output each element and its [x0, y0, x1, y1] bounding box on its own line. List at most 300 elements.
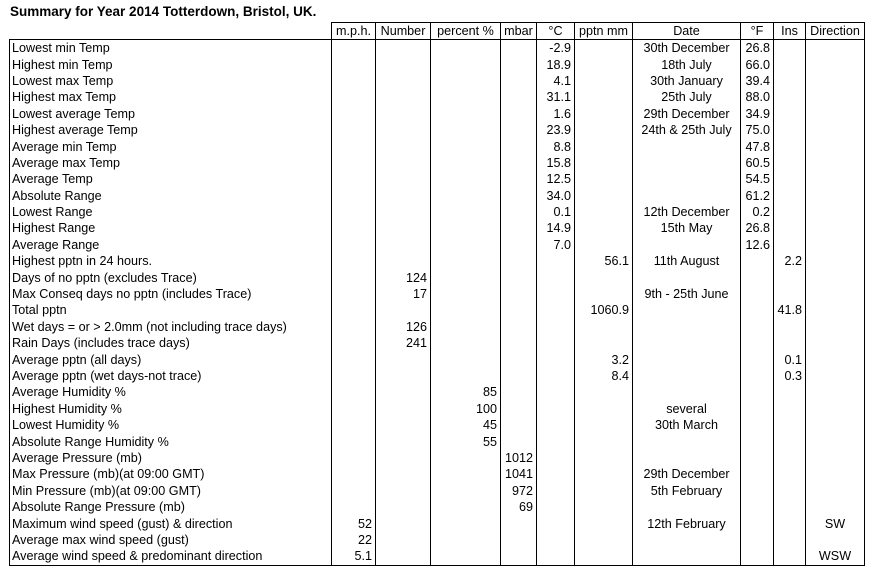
row-label: Highest pptn in 24 hours.	[10, 253, 332, 269]
pptn-mm-cell	[575, 286, 633, 302]
ins-cell: 41.8	[774, 302, 806, 318]
date-cell	[633, 351, 741, 367]
percent-cell	[431, 188, 501, 204]
mbar-cell	[501, 269, 537, 285]
row-label: Average pptn (wet days-not trace)	[10, 368, 332, 384]
mbar-cell	[501, 204, 537, 220]
mph-cell	[332, 417, 376, 433]
table-row	[10, 466, 865, 482]
header-percent: percent %	[431, 23, 501, 40]
number-cell: 241	[376, 335, 431, 351]
mbar-cell	[501, 106, 537, 122]
ins-cell	[774, 155, 806, 171]
celsius-cell: 12.5	[537, 171, 575, 187]
ins-cell	[774, 122, 806, 138]
pptn-mm-cell	[575, 40, 633, 57]
mbar-cell: 1041	[501, 466, 537, 482]
mbar-cell: 1012	[501, 450, 537, 466]
celsius-cell: 23.9	[537, 122, 575, 138]
number-cell	[376, 483, 431, 499]
date-cell: 12th February	[633, 515, 741, 531]
mbar-cell	[501, 433, 537, 449]
row-label: Average min Temp	[10, 138, 332, 154]
percent-cell	[431, 106, 501, 122]
percent-cell	[431, 204, 501, 220]
date-cell: 9th - 25th June	[633, 286, 741, 302]
ins-cell	[774, 204, 806, 220]
celsius-cell	[537, 532, 575, 548]
direction-cell	[806, 319, 865, 335]
date-cell	[633, 171, 741, 187]
row-label: Highest min Temp	[10, 56, 332, 72]
percent-cell	[431, 155, 501, 171]
mbar-cell	[501, 89, 537, 105]
mph-cell: 5.1	[332, 548, 376, 565]
table-row	[10, 171, 865, 187]
date-cell: 5th February	[633, 483, 741, 499]
number-cell	[376, 499, 431, 515]
date-cell	[633, 319, 741, 335]
mph-cell	[332, 319, 376, 335]
ins-cell: 0.1	[774, 351, 806, 367]
pptn-mm-cell	[575, 515, 633, 531]
fahrenheit-cell	[741, 433, 774, 449]
mph-cell	[332, 155, 376, 171]
number-cell: 124	[376, 269, 431, 285]
row-label: Highest Humidity %	[10, 401, 332, 417]
date-cell: 11th August	[633, 253, 741, 269]
celsius-cell: 14.9	[537, 220, 575, 236]
mbar-cell	[501, 368, 537, 384]
percent-cell	[431, 515, 501, 531]
celsius-cell	[537, 433, 575, 449]
celsius-cell	[537, 253, 575, 269]
percent-cell	[431, 122, 501, 138]
mph-cell	[332, 368, 376, 384]
row-label: Wet days = or > 2.0mm (not including trace days)	[10, 319, 332, 335]
fahrenheit-cell: 66.0	[741, 56, 774, 72]
percent-cell	[431, 532, 501, 548]
percent-cell	[431, 220, 501, 236]
direction-cell	[806, 155, 865, 171]
fahrenheit-cell: 12.6	[741, 237, 774, 253]
table-row	[10, 106, 865, 122]
mph-cell	[332, 89, 376, 105]
ins-cell	[774, 401, 806, 417]
pptn-mm-cell	[575, 450, 633, 466]
header-direction: Direction	[806, 23, 865, 40]
table-row	[10, 73, 865, 89]
percent-cell	[431, 450, 501, 466]
mbar-cell	[501, 220, 537, 236]
table-row	[10, 56, 865, 72]
table-row	[10, 401, 865, 417]
header-mph: m.p.h.	[332, 23, 376, 40]
fahrenheit-cell: 61.2	[741, 188, 774, 204]
number-cell	[376, 106, 431, 122]
mph-cell	[332, 56, 376, 72]
mbar-cell	[501, 155, 537, 171]
pptn-mm-cell	[575, 237, 633, 253]
table-row	[10, 138, 865, 154]
pptn-mm-cell	[575, 204, 633, 220]
fahrenheit-cell	[741, 302, 774, 318]
table-row	[10, 89, 865, 105]
percent-cell	[431, 89, 501, 105]
mbar-cell	[501, 548, 537, 565]
number-cell: 126	[376, 319, 431, 335]
ins-cell	[774, 286, 806, 302]
pptn-mm-cell	[575, 106, 633, 122]
direction-cell	[806, 122, 865, 138]
row-label: Absolute Range Pressure (mb)	[10, 499, 332, 515]
number-cell	[376, 384, 431, 400]
celsius-cell	[537, 302, 575, 318]
ins-cell	[774, 466, 806, 482]
number-cell	[376, 155, 431, 171]
mbar-cell	[501, 319, 537, 335]
pptn-mm-cell	[575, 532, 633, 548]
fahrenheit-cell	[741, 319, 774, 335]
date-cell	[633, 548, 741, 565]
date-cell	[633, 269, 741, 285]
percent-cell	[431, 237, 501, 253]
direction-cell	[806, 401, 865, 417]
percent-cell	[431, 286, 501, 302]
date-cell	[633, 335, 741, 351]
fahrenheit-cell	[741, 384, 774, 400]
table-row	[10, 253, 865, 269]
mbar-cell	[501, 286, 537, 302]
date-cell: 29th December	[633, 106, 741, 122]
header-fahrenheit: °F	[741, 23, 774, 40]
percent-cell	[431, 351, 501, 367]
percent-cell	[431, 171, 501, 187]
date-cell	[633, 450, 741, 466]
table-row	[10, 368, 865, 384]
header-number: Number	[376, 23, 431, 40]
fahrenheit-cell: 39.4	[741, 73, 774, 89]
row-label: Absolute Range Humidity %	[10, 433, 332, 449]
direction-cell	[806, 302, 865, 318]
celsius-cell: 34.0	[537, 188, 575, 204]
fahrenheit-cell	[741, 483, 774, 499]
mph-cell	[332, 40, 376, 57]
row-label: Highest max Temp	[10, 89, 332, 105]
mph-cell	[332, 384, 376, 400]
ins-cell	[774, 515, 806, 531]
mph-cell: 22	[332, 532, 376, 548]
table-row	[10, 269, 865, 285]
pptn-mm-cell: 3.2	[575, 351, 633, 367]
date-cell	[633, 138, 741, 154]
ins-cell	[774, 73, 806, 89]
table-row	[10, 237, 865, 253]
celsius-cell	[537, 483, 575, 499]
ins-cell	[774, 269, 806, 285]
percent-cell	[431, 40, 501, 57]
celsius-cell: -2.9	[537, 40, 575, 57]
pptn-mm-cell	[575, 171, 633, 187]
pptn-mm-cell: 1060.9	[575, 302, 633, 318]
number-cell	[376, 138, 431, 154]
percent-cell	[431, 548, 501, 565]
number-cell	[376, 532, 431, 548]
mbar-cell	[501, 401, 537, 417]
celsius-cell	[537, 466, 575, 482]
row-label: Absolute Range	[10, 188, 332, 204]
fahrenheit-cell	[741, 466, 774, 482]
date-cell	[633, 155, 741, 171]
row-label: Average max Temp	[10, 155, 332, 171]
ins-cell	[774, 450, 806, 466]
number-cell	[376, 433, 431, 449]
number-cell	[376, 302, 431, 318]
row-label: Lowest max Temp	[10, 73, 332, 89]
mbar-cell	[501, 73, 537, 89]
percent-cell	[431, 319, 501, 335]
table-row	[10, 483, 865, 499]
fahrenheit-cell	[741, 417, 774, 433]
row-label: Average max wind speed (gust)	[10, 532, 332, 548]
number-cell	[376, 188, 431, 204]
direction-cell	[806, 335, 865, 351]
celsius-cell	[537, 368, 575, 384]
pptn-mm-cell	[575, 122, 633, 138]
fahrenheit-cell	[741, 269, 774, 285]
number-cell	[376, 351, 431, 367]
ins-cell	[774, 220, 806, 236]
percent-cell	[431, 138, 501, 154]
percent-cell	[431, 368, 501, 384]
mbar-cell	[501, 40, 537, 57]
mbar-cell	[501, 384, 537, 400]
fahrenheit-cell	[741, 532, 774, 548]
row-label: Average pptn (all days)	[10, 351, 332, 367]
celsius-cell: 8.8	[537, 138, 575, 154]
percent-cell	[431, 269, 501, 285]
number-cell	[376, 368, 431, 384]
mph-cell	[332, 138, 376, 154]
mph-cell	[332, 269, 376, 285]
celsius-cell: 1.6	[537, 106, 575, 122]
row-label: Average wind speed & predominant direction	[10, 548, 332, 565]
ins-cell	[774, 138, 806, 154]
pptn-mm-cell	[575, 499, 633, 515]
mbar-cell	[501, 56, 537, 72]
direction-cell	[806, 188, 865, 204]
fahrenheit-cell: 26.8	[741, 40, 774, 57]
ins-cell	[774, 532, 806, 548]
date-cell: 30th December	[633, 40, 741, 57]
table-row	[10, 450, 865, 466]
pptn-mm-cell	[575, 155, 633, 171]
mph-cell	[332, 302, 376, 318]
date-cell	[633, 188, 741, 204]
row-label: Max Pressure (mb)(at 09:00 GMT)	[10, 466, 332, 482]
mph-cell	[332, 106, 376, 122]
fahrenheit-cell: 26.8	[741, 220, 774, 236]
date-cell	[633, 237, 741, 253]
date-cell: 15th May	[633, 220, 741, 236]
percent-cell	[431, 73, 501, 89]
mph-cell	[332, 171, 376, 187]
mbar-cell	[501, 188, 537, 204]
table-row	[10, 532, 865, 548]
mbar-cell	[501, 253, 537, 269]
celsius-cell	[537, 351, 575, 367]
number-cell	[376, 56, 431, 72]
celsius-cell	[537, 335, 575, 351]
pptn-mm-cell	[575, 138, 633, 154]
number-cell	[376, 401, 431, 417]
direction-cell	[806, 56, 865, 72]
fahrenheit-cell	[741, 450, 774, 466]
mph-cell	[332, 204, 376, 220]
mph-cell	[332, 499, 376, 515]
row-label: Average Pressure (mb)	[10, 450, 332, 466]
mph-cell: 52	[332, 515, 376, 531]
mph-cell	[332, 237, 376, 253]
ins-cell	[774, 40, 806, 57]
pptn-mm-cell	[575, 319, 633, 335]
direction-cell	[806, 73, 865, 89]
fahrenheit-cell	[741, 253, 774, 269]
ins-cell	[774, 171, 806, 187]
pptn-mm-cell	[575, 483, 633, 499]
date-cell	[633, 384, 741, 400]
percent-cell: 85	[431, 384, 501, 400]
summary-table	[9, 22, 865, 566]
fahrenheit-cell	[741, 401, 774, 417]
table-row	[10, 40, 865, 57]
pptn-mm-cell	[575, 548, 633, 565]
header-mbar: mbar	[501, 23, 537, 40]
ins-cell	[774, 237, 806, 253]
pptn-mm-cell	[575, 220, 633, 236]
date-cell: 12th December	[633, 204, 741, 220]
date-cell: 30th January	[633, 73, 741, 89]
mph-cell	[332, 466, 376, 482]
table-row	[10, 302, 865, 318]
table-row	[10, 220, 865, 236]
ins-cell	[774, 499, 806, 515]
table-body	[10, 40, 865, 566]
number-cell	[376, 204, 431, 220]
direction-cell	[806, 483, 865, 499]
direction-cell	[806, 417, 865, 433]
mph-cell	[332, 286, 376, 302]
direction-cell	[806, 40, 865, 57]
table-row	[10, 122, 865, 138]
number-cell	[376, 253, 431, 269]
table-row	[10, 515, 865, 531]
pptn-mm-cell	[575, 433, 633, 449]
row-label: Maximum wind speed (gust) & direction	[10, 515, 332, 531]
fahrenheit-cell	[741, 499, 774, 515]
fahrenheit-cell	[741, 515, 774, 531]
celsius-cell: 7.0	[537, 237, 575, 253]
row-label: Highest average Temp	[10, 122, 332, 138]
mbar-cell	[501, 122, 537, 138]
row-label: Max Conseq days no pptn (includes Trace)	[10, 286, 332, 302]
ins-cell	[774, 548, 806, 565]
date-cell: 24th & 25th July	[633, 122, 741, 138]
celsius-cell	[537, 401, 575, 417]
ins-cell	[774, 56, 806, 72]
table-row	[10, 548, 865, 565]
date-cell	[633, 499, 741, 515]
pptn-mm-cell	[575, 73, 633, 89]
fahrenheit-cell: 75.0	[741, 122, 774, 138]
header-row	[10, 23, 865, 40]
mbar-cell	[501, 138, 537, 154]
table-row	[10, 351, 865, 367]
fahrenheit-cell: 54.5	[741, 171, 774, 187]
fahrenheit-cell	[741, 548, 774, 565]
ins-cell	[774, 106, 806, 122]
table-row	[10, 499, 865, 515]
row-label: Days of no pptn (excludes Trace)	[10, 269, 332, 285]
direction-cell	[806, 253, 865, 269]
celsius-cell	[537, 548, 575, 565]
direction-cell	[806, 106, 865, 122]
mbar-cell	[501, 515, 537, 531]
celsius-cell	[537, 450, 575, 466]
row-label: Lowest Range	[10, 204, 332, 220]
percent-cell	[431, 253, 501, 269]
celsius-cell	[537, 319, 575, 335]
direction-cell	[806, 171, 865, 187]
mbar-cell	[501, 351, 537, 367]
table-row	[10, 417, 865, 433]
ins-cell	[774, 483, 806, 499]
celsius-cell: 0.1	[537, 204, 575, 220]
number-cell	[376, 417, 431, 433]
date-cell: 30th March	[633, 417, 741, 433]
pptn-mm-cell: 8.4	[575, 368, 633, 384]
percent-cell: 100	[431, 401, 501, 417]
number-cell: 17	[376, 286, 431, 302]
header-date: Date	[633, 23, 741, 40]
ins-cell: 0.3	[774, 368, 806, 384]
celsius-cell	[537, 269, 575, 285]
date-cell: several	[633, 401, 741, 417]
table-row	[10, 384, 865, 400]
direction-cell	[806, 286, 865, 302]
direction-cell	[806, 532, 865, 548]
header-celsius: °C	[537, 23, 575, 40]
mbar-cell	[501, 417, 537, 433]
row-label: Average Humidity %	[10, 384, 332, 400]
celsius-cell: 15.8	[537, 155, 575, 171]
celsius-cell	[537, 499, 575, 515]
number-cell	[376, 89, 431, 105]
page-title: Summary for Year 2014 Totterdown, Bristol, UK.	[10, 4, 317, 19]
direction-cell: SW	[806, 515, 865, 531]
fahrenheit-cell	[741, 351, 774, 367]
table-row	[10, 188, 865, 204]
direction-cell: WSW	[806, 548, 865, 565]
number-cell	[376, 237, 431, 253]
direction-cell	[806, 269, 865, 285]
celsius-cell: 4.1	[537, 73, 575, 89]
row-label: Lowest average Temp	[10, 106, 332, 122]
celsius-cell: 18.9	[537, 56, 575, 72]
mph-cell	[332, 253, 376, 269]
pptn-mm-cell	[575, 56, 633, 72]
number-cell	[376, 171, 431, 187]
